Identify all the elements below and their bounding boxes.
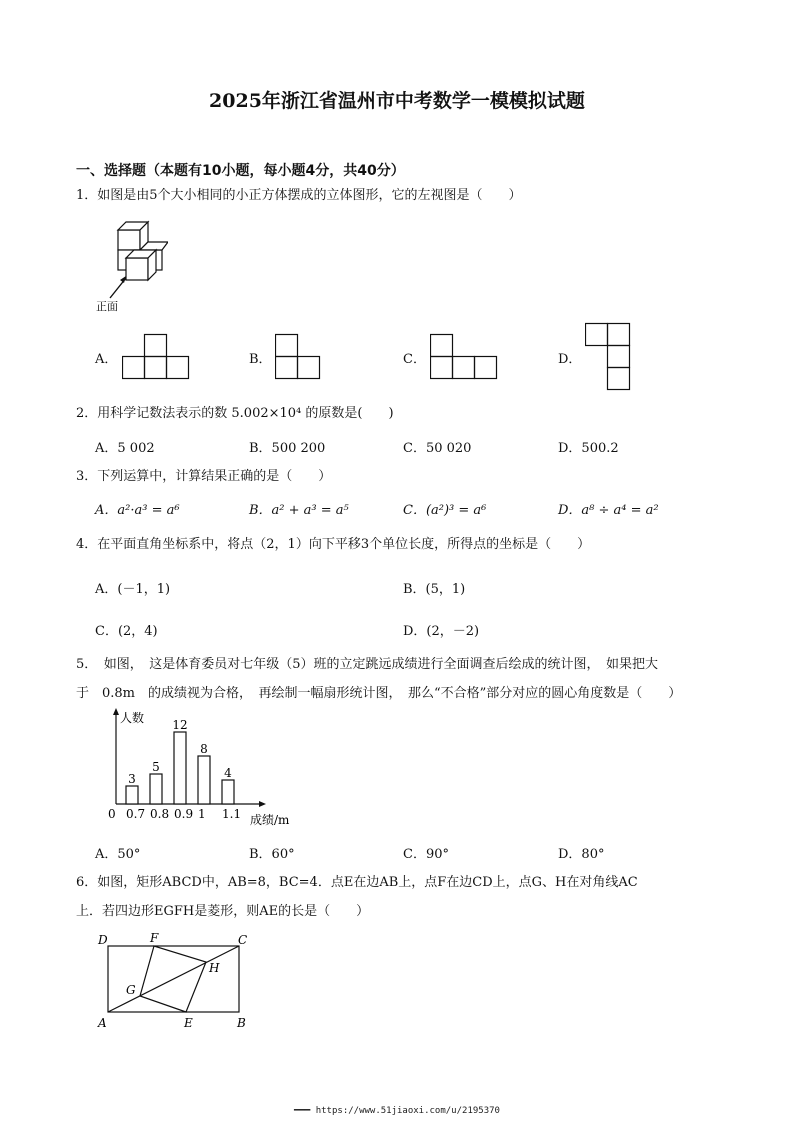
q4-option-c: C．(2，4)	[95, 624, 158, 639]
q1-option-a-label: A．	[95, 352, 118, 367]
q5-option-a: A．50°	[95, 847, 141, 862]
label-c: C	[238, 933, 248, 947]
chart-bar	[222, 780, 234, 804]
chart-tick-label: 1	[198, 807, 206, 821]
chart-bar	[174, 732, 186, 804]
q3-option-b: B．a² + a³ = a⁵	[249, 503, 349, 518]
q2-stem: 2．用科学记数法表示的数 5.002×10⁴ 的原数是( )	[76, 406, 394, 421]
q5-stem-line1: 5． 如图， 这是体育委员对七年级（5）班的立定跳远成绩进行全面调查后绘成的统计图， 如果把大	[76, 657, 659, 672]
q3-option-a: A．a²·a³ = a⁶	[95, 503, 180, 518]
chart-bar	[150, 774, 162, 804]
label-e: E	[184, 1016, 193, 1030]
q5-option-c: C．90°	[403, 847, 449, 862]
label-d: D	[98, 933, 108, 947]
front-label: 正面	[96, 300, 118, 312]
q4-option-b: B．(5，1)	[403, 582, 466, 597]
q2-option-c: C．50 020	[403, 441, 472, 456]
q1-option-a-figure	[122, 333, 192, 381]
q1-3d-figure	[88, 212, 168, 312]
chart-value-label: 4	[224, 766, 232, 780]
q1-option-c-label: C．	[403, 352, 426, 367]
chart-value-label: 12	[172, 718, 188, 732]
q3-option-d: D．a⁸ ÷ a⁴ = a²	[558, 503, 659, 518]
label-f: F	[150, 931, 159, 945]
diagonal-ac	[108, 946, 239, 1012]
chart-ylabel: 人数	[120, 711, 145, 725]
q5-bar-chart	[100, 706, 310, 831]
chart-value-label: 3	[128, 772, 136, 786]
q1-option-b-figure	[275, 333, 325, 381]
footer-url: ━━━ https://www.51jiaoxi.com/u/2195370	[294, 1106, 500, 1116]
q5-stem-line2: 于 0.8m 的成绩视为合格， 再绘制一幅扇形统计图， 那么“不合格”部分对应的圆心角度数是（ ）	[76, 686, 682, 701]
q2-option-b: B．500 200	[249, 441, 326, 456]
q1-stem: 1．如图是由5个大小相同的小正方体摆成的立体图形，它的左视图是（ ）	[76, 188, 522, 203]
q5-option-b: B．60°	[249, 847, 295, 862]
chart-tick-label: 0.8	[150, 807, 170, 821]
label-b: B	[237, 1016, 246, 1030]
chart-value-label: 8	[200, 742, 208, 756]
chart-bar	[198, 756, 210, 804]
q2-option-a: A．5 002	[95, 441, 155, 456]
chart-origin: 0	[108, 807, 116, 821]
q4-option-d: D．(2，－2)	[403, 624, 480, 639]
chart-tick-label: 0.9	[174, 807, 194, 821]
q1-option-d-label: D．	[558, 352, 582, 367]
chart-tick-label: 1.1	[222, 807, 242, 821]
q6-stem-line2: 上．若四边形EGFH是菱形，则AE的长是（ ）	[76, 904, 370, 919]
label-g: G	[126, 983, 136, 997]
q3-stem: 3．下列运算中，计算结果正确的是（ ）	[76, 469, 332, 484]
q1-option-d-figure	[585, 322, 635, 392]
chart-value-label: 5	[152, 760, 160, 774]
q6-rectangle-figure	[92, 928, 262, 1036]
q2-option-d: D．500.2	[558, 441, 619, 456]
q1-option-b-label: B．	[249, 352, 272, 367]
label-a: A	[98, 1016, 107, 1030]
chart-bar	[126, 786, 138, 804]
chart-xlabel: 成绩/m	[250, 813, 290, 827]
q6-stem-line1: 6．如图，矩形ABCD中，AB=8，BC=4．点E在边AB上，点F在边CD上，点G、H在对角线AC	[76, 875, 638, 890]
q3-option-c: C．(a²)³ = a⁶	[403, 503, 487, 518]
q4-option-a: A．(－1，1)	[95, 582, 171, 597]
chart-tick-label: 0.7	[126, 807, 146, 821]
label-h: H	[209, 961, 220, 975]
q4-stem: 4．在平面直角坐标系中，将点（2，1）向下平移3个单位长度，所得点的坐标是（ ）	[76, 537, 591, 552]
section-heading: 一、选择题（本题有10小题，每小题4分，共40分）	[76, 163, 405, 179]
q1-option-c-figure	[430, 333, 500, 381]
page-title: 2025年浙江省温州市中考数学一模模拟试题	[209, 90, 585, 112]
q5-option-d: D．80°	[558, 847, 605, 862]
